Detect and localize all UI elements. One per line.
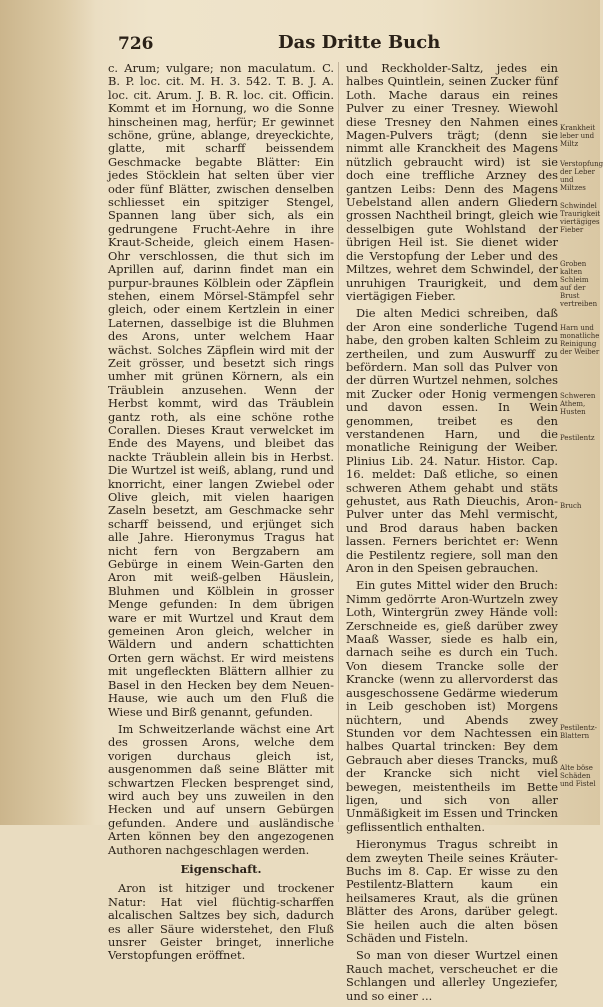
paragraph: Im Schweitzerlande wächst eine Art des grossen Arons, welche dem vorigen durchaus gleich ist, ausgenommen daß seine Blätter mit schwartzen Flecken besprenget sind, wird auch bey uns zuweilen in den Hecken und auf unsern Gebürgen gefunden. Andere und ausländische Arten können bey den angezogenen Authoren nachgeschlagen werden. [108,721,334,857]
left-column [108,62,334,967]
page-header [0,14,600,54]
margin-note: Schwindel Traurigkeit viertägiges Fieber [560,202,601,234]
margin-note: Verstopfung der Leber und Miltzes [560,160,603,192]
margin-note: Harn und monatliche Reinigung der Weiber [560,324,600,356]
running-head: Das Dritte Buch [278,32,441,53]
paragraph: Hieronymus Tragus schreibt in dem zweyten Theile seines Kräuter-Buchs im 8. Cap. Er wisse zu den Pestilentz-Blattern kaum ein heilsameres Kraut, als die grünen Blätter des Arons, darüber gelegt. Sie heilen auch die alten bösen Schäden und Fisteln. [346,837,558,945]
right-column [346,62,558,1007]
page-gutter-shadow [0,0,96,825]
page-number: 726 [118,34,154,54]
margin-note: Pestilentz-Blattern [560,724,597,740]
paragraph: Ein gutes Mittel wider den Bruch: Nimm gedörrte Aron-Wurtzeln zwey Loth, Wintergrün zwey Hände voll: Zerschneide es, gieß darüber zwey Maaß Wasser, siede es halb ein, darnach seihe es durch ein Tuch. Von diesem Trancke solle der Krancke (wenn zu allervorderst das ausgeschossene Gedärme wiederum in Leib geschoben ist) Morgens nüchtern, und Abends zwey Stunden vor dem Nachtessen ein halbes Quartal trincken: Bey dem Gebrauch aber dieses Trancks, muß der Krancke sich nicht viel bewegen, meistentheils im Bette ligen, und sich von aller Unmäßigkeit im Essen und Trincken geflissentlich enthalten. [346,578,558,834]
margin-note: Schweren Athem, Husten [560,392,596,416]
paragraph: c. Arum; vulgare; non maculatum. C. B. P. loc. cit. M. H. 3. 542. T. B. J. A. loc. cit. Arum. J. B. R. loc. cit. Officin. Kommt et im Hornung, wo die Sonne hinscheinen mag, herfür; Er gewinnet schöne, grüne, ablange, dreyeckichte, glatte, mit scharff beissendem Geschmacke begabte Blätter: Ein jedes Stöcklein hat selten über vier oder fünf Blätter, zwischen denselben schliesset ein spitziger Stengel, Spannen lang über sich, als ein gedrungene Frucht-Aehre in ihre Kraut-Scheide, gleich einem Hasen-Ohr verschlossen, die thut sich im Aprillen auf, darinn findet man ein purpur-braunes Kölblein oder Zäpflein stehen, einem Mörsel-Stämpfel sehr gleich, oder einem Kertzlein in einer Laternen, dasselbige ist die Bluhmen des Arons, unter welchem Haar wächst. Solches Zäpflein wird mit der Zeit grösser, und besetzt sich rings umher mit grünen Körnern, als ein Träublein anzusehen. Wenn der Herbst kommt, wird das Träublein gantz roth, als eine schöne rothe Corallen. Dieses Kraut verwelcket im Ende des Mayens, und bleibet das nackte Träublein allein bis in Herbst. Die Wurtzel ist weiß, ablang, rund und knorricht, einer langen Zwiebel oder Olive gleich, mit vielen haarigen Zaseln besetzt, am Geschmacke sehr scharff beissend, und erjünget sich alle Jahre. Hieronymus Tragus hat nicht fern von Bergzabern am Gebürge in einem Wein-Garten den Aron mit weiß-gelben Häuslein, Bluhmen und Kölblein in grosser Menge gefunden: In dem übrigen ware er mit Wurtzel und Kraut dem gemeinen Aron gleich, welcher in Wäldern und andern schattichten Orten gern wächst. Er wird meistens mit ungefleckten Blättern allhier zu Basel in den Hecken bey dem Neuen-Hause, wie auch um den Fluß die Wiese und Birß genannt, gefunden. [108,61,334,719]
paragraph: Die alten Medici schreiben, daß der Aron eine sonderliche Tugend habe, den groben kalten Schleim zu zertheilen, und zum Auswurff zu befördern. Man soll das Pulver von der dürren Wurtzel nehmen, solches mit Zucker oder Honig vermengen und davon essen. In Wein genommen, treibet es den verstandenen Harn, und die monatliche Reinigung der Weiber. Plinius Lib. 24. Natur. Histor. Cap. 16. meldet: Daß etliche, so einen schweren Athem gehabt und stäts gehustet, aus Rath Dieuchis, Aron-Pulver unter das Mehl vermischt, und Brod daraus haben backen lassen. Ferners berichtet er: Wenn die Pestilentz regiere, soll man den Aron in den Speisen gebrauchen. [346,306,558,576]
margin-note: Krankheit leber und Miltz [560,124,596,148]
margin-note: Bruch [560,502,582,510]
margin-note: Pestilentz [560,434,595,442]
margin-note: Alte böse Schäden und Fistel [560,764,596,788]
margin-note: Groben kalten Schleim auf der Brust vertreiben [560,260,598,308]
paragraph: und Reckholder-Saltz, jedes ein halbes Quintlein, seinen Zucker fünf Loth. Mache daraus ein reines Pulver zu einer Tresney. Wiewohl diese Tresney den Nahmen eines Magen-Pulvers trägt; (denn sie nimmt alle Kranckheit des Magens nützlich gebraucht wird) ist sie doch eine treffliche Arzney des gantzen Leibs: Denn des Magens Uebelstand allen andern Gliedern grossen Nachtheil bringt, gleich wie desselbigen gute Wohlstand der übrigen Heil ist. Sie dienet wider die Verstopfung der Leber und des Miltzes, wehret dem Schwindel, der unruhigen Traurigkeit, und dem viertägigen Fieber. [346,61,558,303]
paragraph: So man von dieser Wurtzel einen Rauch machet, verscheuchet er die Schlangen und allerley Ungeziefer, und so einer ... [346,948,558,1003]
section-heading: Eigenschaft. [180,861,262,876]
column-divider [338,62,339,822]
paragraph: Aron ist hitziger und trockener Natur: Hat viel flüchtig-scharffen alcalischen Saltzes bey sich, dadurch es aller Säure widerstehet, den Fluß unsrer Geister bringet, innerliche Verstopfungen eröffnet. [108,881,334,963]
